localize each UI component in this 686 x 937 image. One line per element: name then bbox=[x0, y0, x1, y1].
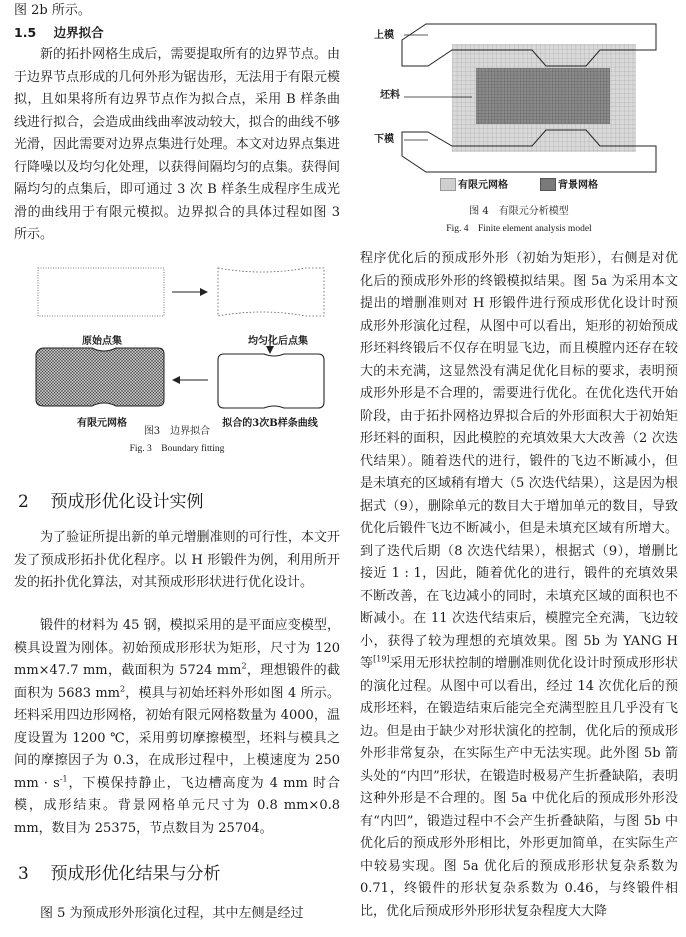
paragraph-2-part-d: ，下模保持静止，飞边槽高度为 4 mm 时合模，成形结束。背景网格单元尺寸为 0.8 mm×0.8 mm，数目为 25375，节点数目为 25704。 bbox=[14, 775, 340, 836]
fem-mesh-shape bbox=[36, 348, 164, 406]
right-body-part-a: 程序优化后的预成形外形（初始为矩形），右侧是对优化后的预成形外形的终锻模拟结果。图 5a 为采用本文提出的增删准则对 H 形锻件进行预成形优化设计时预成形外形演化过程，从图中可以看出，矩形的初始预成形坯料终锻后不仅存在明显飞边，而且模膛内还存在较大的未充满，这显然没有满足优化目标的要求，表明预成形外形是不合理的，需要进行优化。在优化迭代开始阶段，由于拓扑网格边界拟合后的外形面积大于初始矩形坯料的面积，因此模腔的充填效果大大改善（2 次迭代结果）。随着迭代的进行，锻件的飞边不断减小，但是未填充的区域稍有增大（5 次迭代结果），这是因为根据式（9），删除单元的数目大于增加单元的数目，导致优化后锻件飞边不断减小，但是未填充区域有所增大。到了迭代后期（8 次迭代结果），根据式（9），增删比接近 1 : 1，因此，随着优化的进行，锻件的充填效果不断改善，在飞边减小的同时，未填充区域的面积也不断减小。在 11 次迭代结束后，模膛完全充满，飞边较小，获得了较为理想的充填效果。图 5b 为 YANG H 等 bbox=[360, 251, 678, 671]
figure-4-caption-en: Fig. 4 Finite element analysis model bbox=[446, 224, 592, 234]
paragraph-2-part-c: ，模具与初始坯料外形如图 4 所示。坯料采用四边形网格，初始有限元网格数量为 4000，温度设置为 1200 ℃，采用剪切摩擦模型，坯料与模具之间的摩擦因子为 0.3，在成形过程中，上模速度为 250 mm · s bbox=[14, 685, 340, 791]
right-body-part-b: 采用无形状控制的增删准则优化设计时预成形形状的演化过程。从图中可以看出，经过 14 次优化后的预成形坯料，在锻造结束后能完全充满型腔且几乎没有飞边。但是由于缺少对形状演化的控制，优化后的预成形外形非常复杂，在实际生产中无法实现。此外图 5b 箭头处的“内凹”形状，在锻造时极易产生折叠缺陷，表明这种外形是不合理的。图 5a 中优化后的预成形外形没有“内凹”，锻造过程中不会产生折叠缺陷，与图 5b 中优化后的预成形外形相比，外形更加简单，在实际生产中较易实现。图 5a 优化后的预成形形状复杂系数为 0.71，终锻件的形状复杂系数为 0.46，与终锻件相比，优化后预成形外形形状复杂程度大大降 bbox=[360, 656, 678, 919]
figure-3-caption-zh: 图3 边界拟合 bbox=[143, 426, 211, 437]
label-upper-die: 上模 bbox=[374, 30, 394, 41]
arrow-left-icon bbox=[172, 376, 180, 384]
superscript-velocity-unit: -1 bbox=[59, 774, 68, 784]
uniform-point-set-shape bbox=[218, 268, 324, 316]
section-1-5-paragraph: 新的拓扑网格生成后，需要提取所有的边界节点。由于边界节点形成的几何外形为锯齿形，无法用于有限元模拟，且如果将所有边界节点作为拟合点，采用 B 样条曲线进行拟合，会造成曲线曲率波动较大，拟合的曲线不够光滑，因此需要对边界点集进行处理。本文对边界点集进行降噪以及均匀化处理，以获得间隔均匀的点集。获得间隔均匀的点集后，即可通过 3 次 B 样条生成程序生成光滑的曲线用于有限元模拟。边界拟合的具体过程如图 3 所示。 bbox=[14, 47, 340, 242]
superscript-area-1: 2 bbox=[241, 661, 247, 671]
section-2-paragraph-2 bbox=[14, 615, 340, 840]
section-1-5-heading bbox=[14, 22, 104, 44]
legend-bg-swatch bbox=[540, 178, 556, 191]
blank-fem-mesh bbox=[476, 68, 610, 124]
figure-4-diagram bbox=[360, 14, 678, 184]
legend-bg-label: 背景网格 bbox=[558, 180, 598, 191]
section-3-heading bbox=[18, 862, 220, 886]
label-original-point-set: 原始点集 bbox=[82, 336, 122, 347]
label-blank: 坯料 bbox=[380, 90, 400, 101]
arrow-right-icon bbox=[200, 288, 208, 296]
figure-4 bbox=[360, 14, 678, 204]
legend-fem-swatch bbox=[440, 178, 456, 191]
figure-3-caption-en: Fig. 3 Boundary fitting bbox=[129, 444, 225, 454]
section-2-paragraph-1: 为了验证所提出新的单元增删准则的可行性，本文开发了预成形拓扑优化程序。以 H 形锻件为例，利用所开发的拓扑优化算法，对其预成形形状进行优化设计。 bbox=[14, 530, 340, 590]
right-body-paragraph bbox=[360, 248, 678, 923]
fitted-bspline-shape bbox=[218, 354, 324, 408]
legend-fem-label: 有限元网格 bbox=[458, 180, 508, 191]
label-lower-die: 下模 bbox=[374, 134, 394, 145]
figure-4-caption-zh: 图 4 有限元分析模型 bbox=[469, 206, 569, 217]
section-1-5-title: 边界拟合 bbox=[53, 25, 104, 40]
superscript-area-2: 2 bbox=[120, 684, 126, 694]
section-2-number: 2 bbox=[18, 492, 29, 512]
top-line: 图 2b 所示。 bbox=[14, 3, 91, 18]
citation-ref-19: [19] bbox=[373, 654, 390, 664]
section-3-number: 3 bbox=[18, 864, 29, 884]
section-1-5-number: 1.5 bbox=[14, 25, 37, 40]
section-3-title: 预成形优化结果与分析 bbox=[50, 864, 221, 884]
arrow-down-icon bbox=[266, 346, 274, 354]
section-2-heading bbox=[18, 490, 203, 514]
label-bspline-curve: 拟合的3次B样条曲线 bbox=[222, 418, 318, 429]
section-2-title: 预成形优化设计实例 bbox=[50, 492, 204, 512]
original-point-set-shape bbox=[38, 268, 164, 316]
paragraph-2-part-a: 锻件的材料为 45 钢，模拟采用的是平面应变模型，模具设置为刚体。初始预成形形状为矩形，尺寸为 120 mm×47.7 mm，截面积为 5724 mm bbox=[14, 618, 340, 678]
label-fem-mesh: 有限元网格 bbox=[77, 418, 127, 429]
section-3-paragraph: 图 5 为预成形外形演化过程，其中左侧是经过 bbox=[40, 906, 304, 921]
label-uniform-point-set: 均匀化后点集 bbox=[248, 336, 308, 347]
paragraph-2-part-b: ，理想锻件的截面积为 5683 mm bbox=[14, 663, 340, 701]
